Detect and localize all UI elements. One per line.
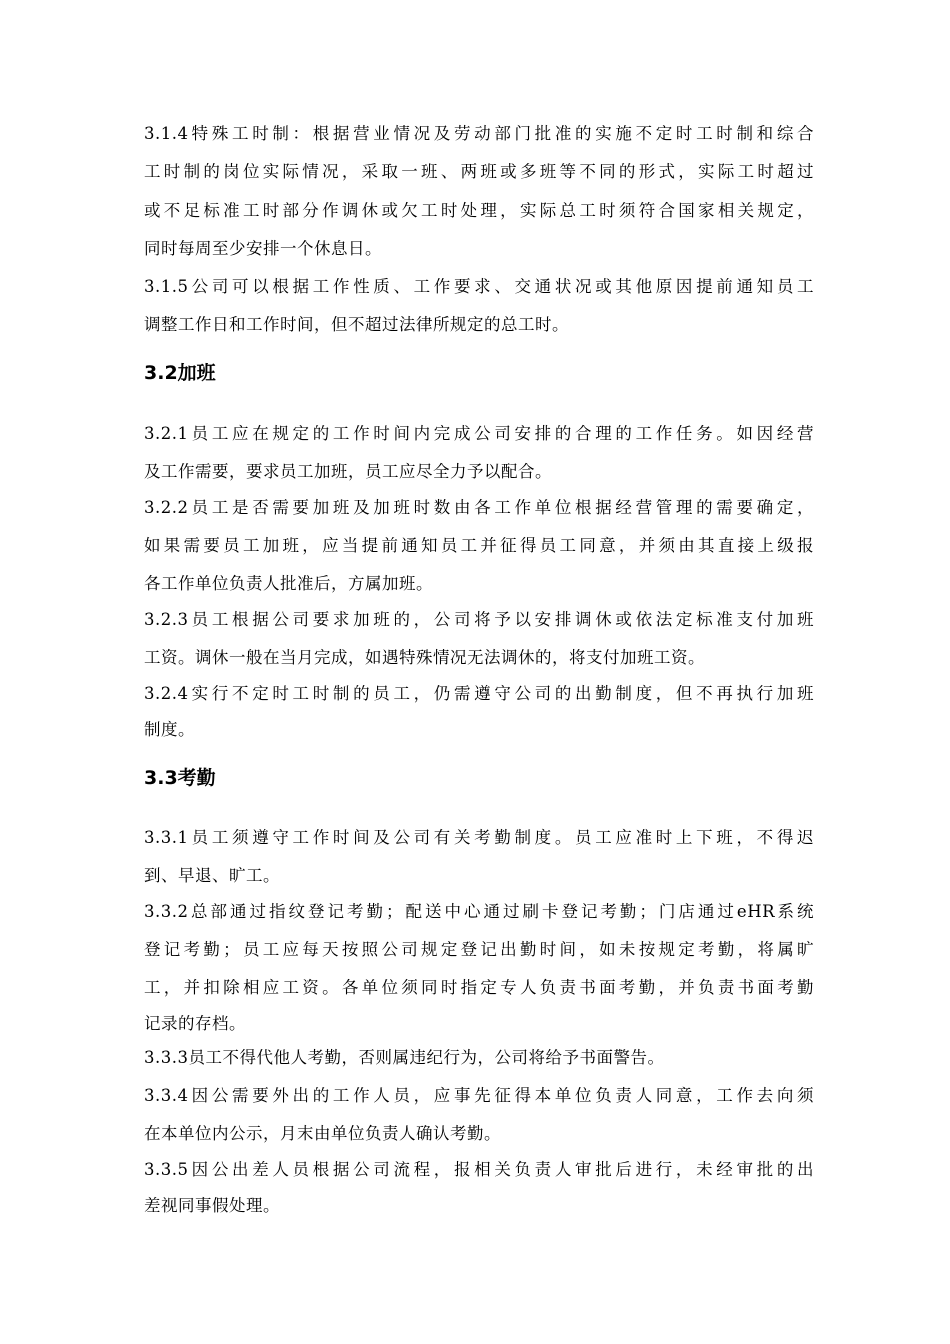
text-line: 调整工作日和工作时间，但不超过法律所规定的总工时。 <box>144 315 569 334</box>
text-line: 各工作单位负责人批准后，方属加班。 <box>144 574 433 593</box>
text-line: 工，并扣除相应工资。各单位须同时指定专人负责书面考勤，并负责书面考勤 <box>144 978 814 997</box>
text-line: 3.2.2员工是否需要加班及加班时数由各工作单位根据经营管理的需要确定， <box>144 498 814 517</box>
text-line: 3.1.5公司可以根据工作性质、工作要求、交通状况或其他原因提前通知员工 <box>144 277 814 296</box>
text-line: 在本单位内公示，月末由单位负责人确认考勤。 <box>144 1124 501 1143</box>
text-line: 3.3.4因公需要外出的工作人员，应事先征得本单位负责人同意，工作去向须 <box>144 1086 814 1105</box>
text-line: 3.2.3员工根据公司要求加班的，公司将予以安排调休或依法定标准支付加班 <box>144 610 814 629</box>
text-line: 或不足标准工时部分作调休或欠工时处理，实际总工时须符合国家相关规定， <box>144 201 814 220</box>
text-line: 3.3.5因公出差人员根据公司流程，报相关负责人审批后进行，未经审批的出 <box>144 1160 814 1179</box>
text-line: 同时每周至少安排一个休息日。 <box>144 239 382 258</box>
text-line: 3.2.1员工应在规定的工作时间内完成公司安排的合理的工作任务。如因经营 <box>144 424 814 443</box>
text-line: 3.1.4特殊工时制：根据营业情况及劳动部门批准的实施不定时工时制和综合 <box>144 124 814 143</box>
text-line: 工资。调休一般在当月完成，如遇特殊情况无法调休的，将支付加班工资。 <box>144 648 705 667</box>
text-line: 3.3.3员工不得代他人考勤，否则属违纪行为，公司将给予书面警告。 <box>144 1048 665 1067</box>
text-line: 3.3.2总部通过指纹登记考勤；配送中心通过刷卡登记考勤；门店通过eHR系统 <box>144 902 814 921</box>
text-line: 到、早退、旷工。 <box>144 866 280 885</box>
section-heading-overtime: 3.2加班 <box>144 362 216 384</box>
text-line: 如果需要员工加班，应当提前通知员工并征得员工同意，并须由其直接上级报 <box>144 536 814 555</box>
text-line: 记录的存档。 <box>144 1014 246 1033</box>
text-line: 3.3.1员工须遵守工作时间及公司有关考勤制度。员工应准时上下班，不得迟 <box>144 828 814 847</box>
text-line: 登记考勤；员工应每天按照公司规定登记出勤时间，如未按规定考勤，将属旷 <box>144 940 814 959</box>
text-line: 差视同事假处理。 <box>144 1196 280 1215</box>
text-line: 工时制的岗位实际情况，采取一班、两班或多班等不同的形式，实际工时超过 <box>144 162 814 181</box>
text-line: 制度。 <box>144 720 195 739</box>
text-line: 3.2.4实行不定时工时制的员工，仍需遵守公司的出勤制度，但不再执行加班 <box>144 684 814 703</box>
text-line: 及工作需要，要求员工加班，员工应尽全力予以配合。 <box>144 462 552 481</box>
section-heading-attendance: 3.3考勤 <box>144 767 216 789</box>
